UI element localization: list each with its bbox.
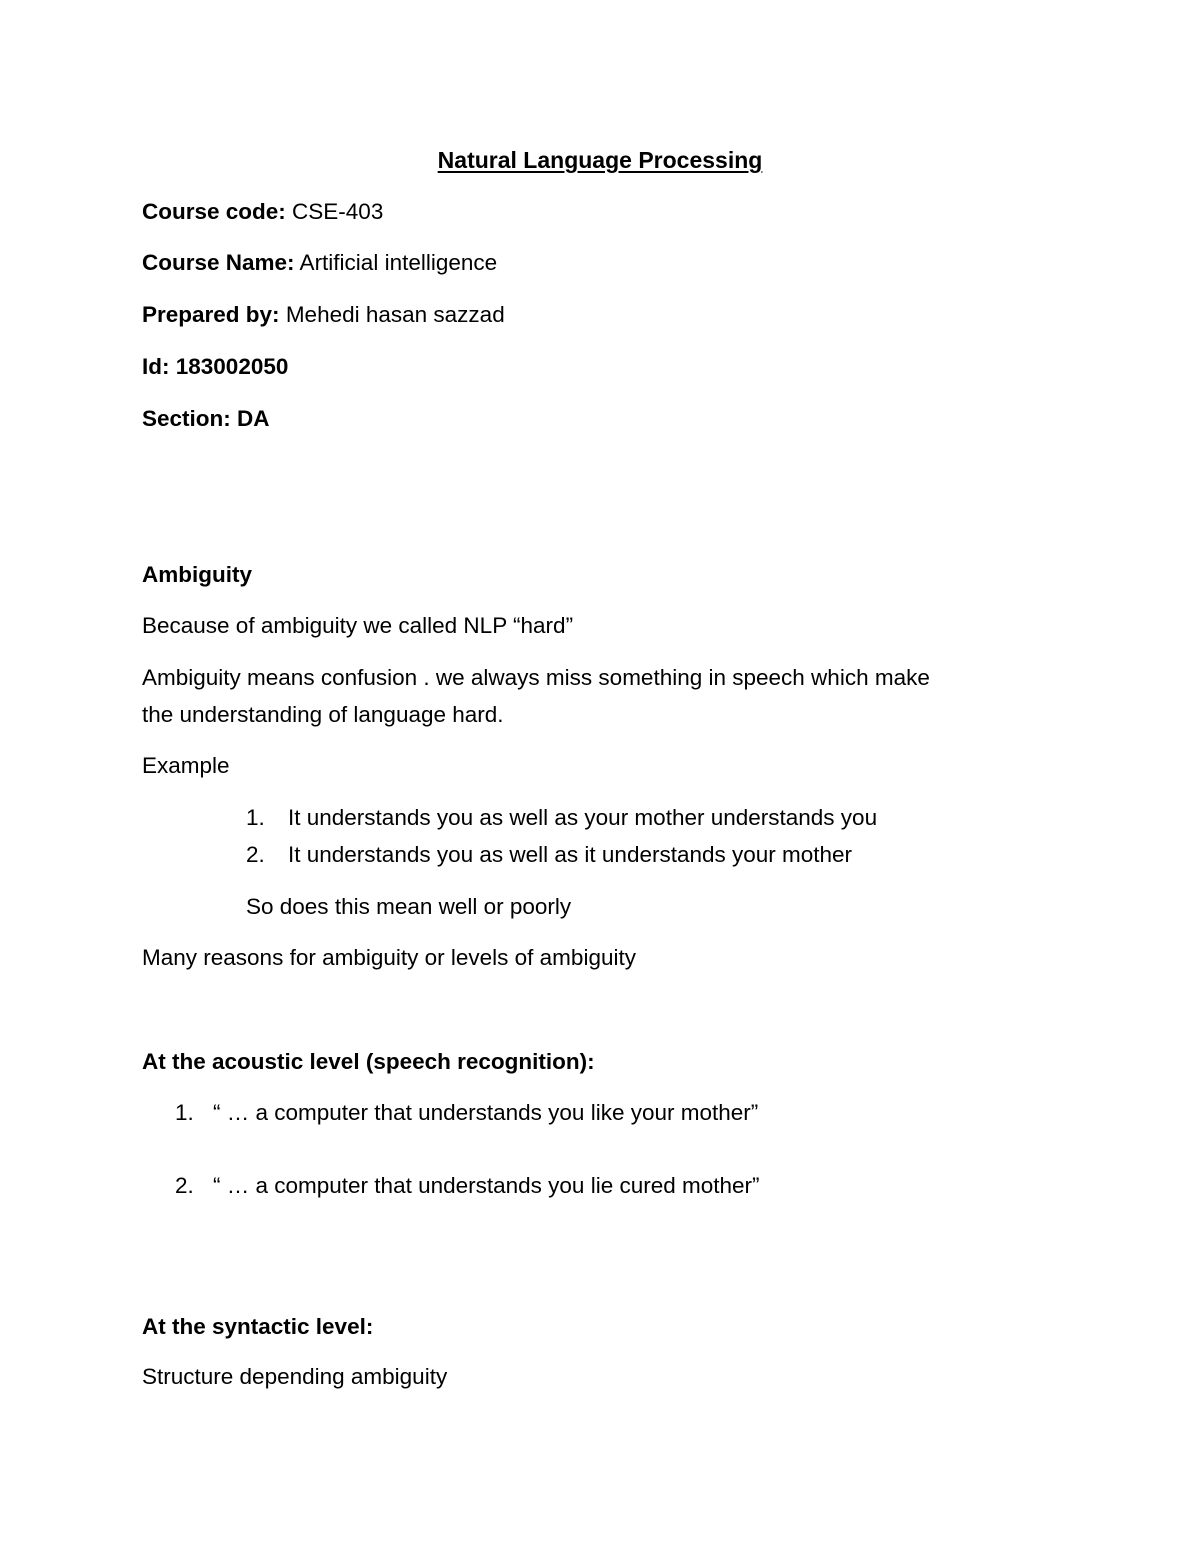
acoustic-item-1-text: “ … a computer that understands you like your mother” [213,1100,759,1125]
ambiguity-paragraph-2-line-1: Ambiguity means confusion . we always miss something in speech which make [142,665,930,690]
prepared-by-value: Mehedi hasan sazzad [279,302,505,327]
course-code-value: CSE-403 [285,199,384,224]
example-item-2-number: 2. [246,842,265,867]
id-field [142,352,288,382]
course-code-label: Course code: [142,199,286,224]
example-item-1-text: It understands you as well as your mother understands you [288,805,878,830]
prepared-by-label: Prepared by: [142,302,280,327]
syntactic-heading: At the syntactic level: [142,1314,374,1339]
section-value: DA [230,406,270,431]
example-item-2-text: It understands you as well as it understands your mother [288,842,853,867]
section-field [142,404,270,434]
example-item-1 [246,803,877,833]
ambiguity-reasons: Many reasons for ambiguity or levels of ambiguity [142,945,636,970]
course-code-field [142,197,383,227]
example-label: Example [142,753,230,778]
acoustic-item-2-text: “ … a computer that understands you lie cured mother” [213,1173,760,1198]
id-value: 183002050 [169,354,289,379]
example-question: So does this mean well or poorly [246,894,572,919]
ambiguity-paragraph-1: Because of ambiguity we called NLP “hard” [142,613,574,638]
document-title: Natural Language Processing [437,147,763,173]
example-item-1-number: 1. [246,805,265,830]
section-label: Section: [142,406,231,431]
course-name-value: Artificial intelligence [294,250,498,275]
course-name-label: Course Name: [142,250,295,275]
prepared-by-field [142,300,505,330]
ambiguity-heading: Ambiguity [142,562,252,587]
syntactic-text: Structure depending ambiguity [142,1364,448,1389]
course-name-field [142,248,497,278]
ambiguity-paragraph-2-line-2: the understanding of language hard. [142,702,504,727]
acoustic-heading: At the acoustic level (speech recognition): [142,1049,595,1074]
example-item-2 [246,840,852,870]
acoustic-item-2 [175,1171,760,1201]
id-label: Id: [142,354,170,379]
acoustic-item-1-number: 1. [175,1100,194,1125]
acoustic-item-1 [175,1098,758,1128]
acoustic-item-2-number: 2. [175,1173,194,1198]
